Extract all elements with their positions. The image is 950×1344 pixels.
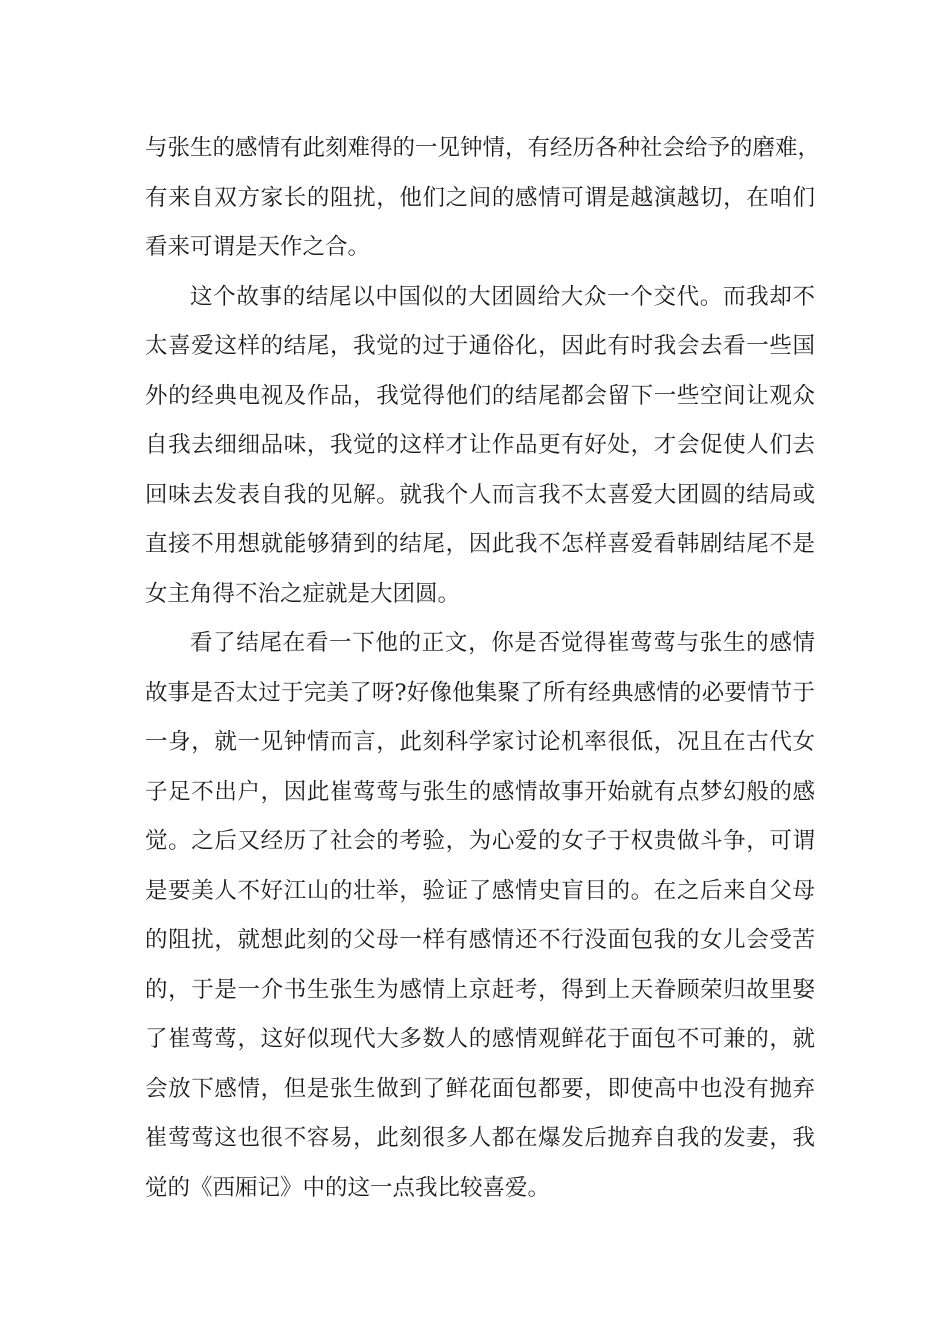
text-line: 外的经典电视及作品，我觉得他们的结尾都会留下一些空间让观众: [145, 382, 815, 409]
text-line: 一身，就一见钟情而言，此刻科学家讨论机率很低，况且在古代女: [145, 729, 815, 755]
text-line: 觉的《西厢记》中的这一点我比较喜爱。: [145, 1174, 551, 1201]
text-line: 女主角得不治之症就是大团圆。: [145, 580, 461, 607]
text-line: 会放下感情，但是张生做到了鲜花面包都要，即使高中也没有抛弃: [145, 1075, 815, 1102]
text-line: 回味去发表自我的见解。就我个人而言我不太喜爱大团圆的结局或: [145, 481, 815, 508]
text-line: 自我去细细品味，我觉的这样才让作品更有好处，才会促使人们去: [145, 432, 815, 458]
paragraph-1: [145, 128, 821, 277]
paragraph-2: [145, 277, 815, 624]
text-line: 觉。之后又经历了社会的考验，为心爱的女子于权贵做斗争，可谓: [145, 828, 815, 854]
text-line: 看了结尾在看一下他的正文，你是否觉得崔莺莺与张生的感情: [190, 630, 815, 656]
text-line: 了崔莺莺，这好似现代大多数人的感情观鲜花于面包不可兼的，就: [145, 1026, 815, 1052]
text-line: 看来可谓是天作之合。: [145, 234, 371, 260]
text-line: 太喜爱这样的结尾，我觉的过于通俗化，因此有时我会去看一些国: [145, 333, 815, 359]
text-line: 故事是否太过于完美了呀?好像他集聚了所有经典感情的必要情节于: [145, 679, 815, 706]
text-line: 的阻扰，就想此刻的父母一样有感情还不行没面包我的女儿会受苦: [145, 927, 815, 953]
text-line: 子足不出户，因此崔莺莺与张生的感情故事开始就有点梦幻般的感: [145, 778, 815, 805]
body-text: [145, 128, 821, 1217]
text-line: 有来自双方家长的阻扰，他们之间的感情可谓是越演越切，在咱们: [145, 184, 815, 211]
paragraph-3: [145, 623, 815, 1217]
text-line: 这个故事的结尾以中国似的大团圆给大众一个交代。而我却不: [190, 283, 815, 310]
text-line: 崔莺莺这也很不容易，此刻很多人都在爆发后抛弃自我的发妻，我: [145, 1125, 815, 1151]
text-line: 直接不用想就能够猜到的结尾，因此我不怎样喜爱看韩剧结尾不是: [145, 531, 815, 557]
text-line: 是要美人不好江山的壮举，验证了感情史盲目的。在之后来自父母: [145, 877, 815, 904]
text-line: 的，于是一介书生张生为感情上京赶考，得到上天眷顾荣归故里娶: [145, 976, 815, 1003]
text-line: 与张生的感情有此刻难得的一见钟情，有经历各种社会给予的磨难，: [145, 135, 821, 161]
